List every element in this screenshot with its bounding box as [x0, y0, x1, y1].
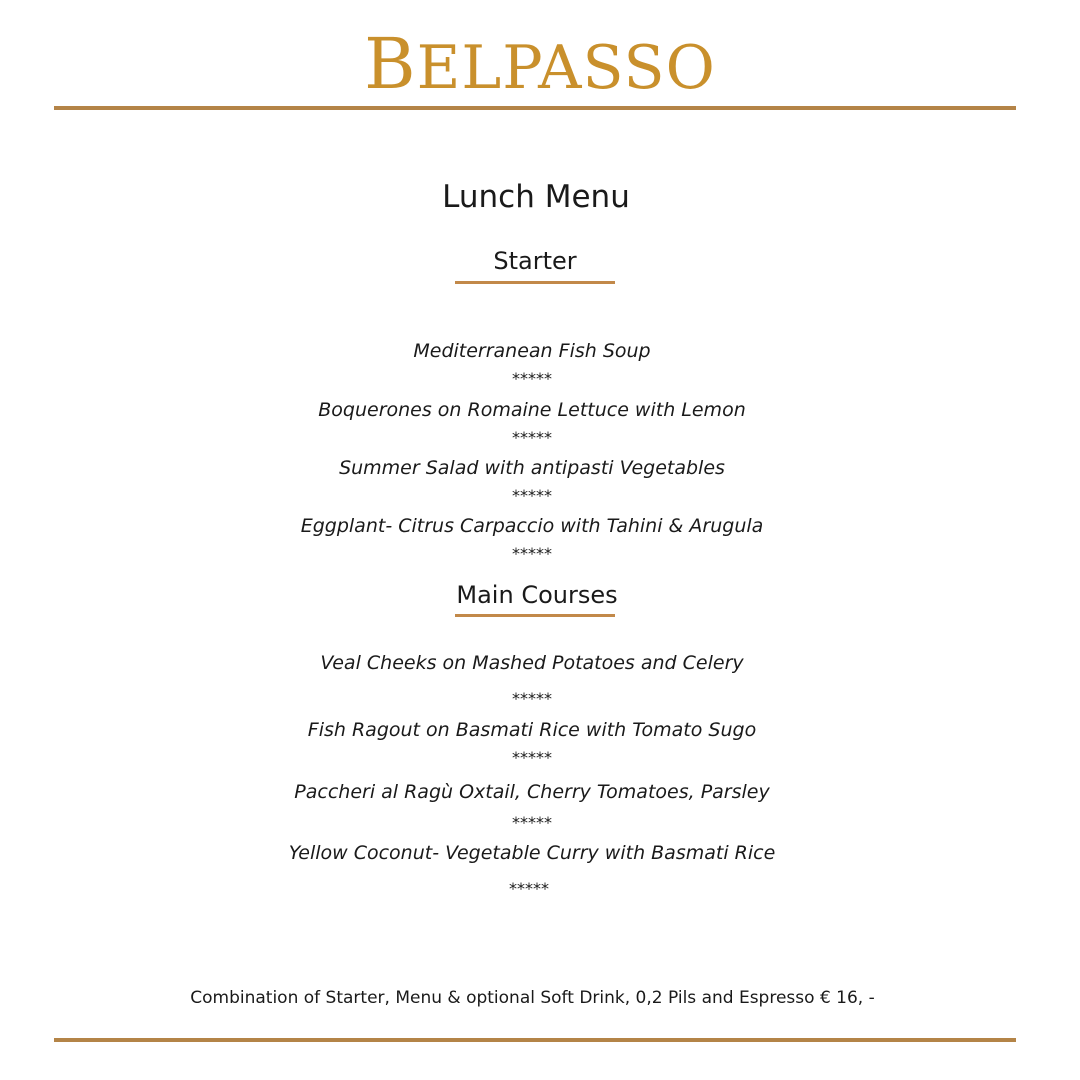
main-courses-heading: Main Courses [456, 581, 618, 609]
top-divider [54, 106, 1016, 110]
main-item-3: Paccheri al Ragù Oxtail, Cherry Tomatoes, Parsley [294, 781, 770, 803]
main-courses-underline [455, 614, 615, 617]
bottom-divider [54, 1038, 1016, 1042]
main-item-4: Yellow Coconut- Vegetable Curry with Basmati Rice [288, 842, 776, 864]
separator: ***** [512, 544, 552, 563]
combination-offer: Combination of Starter, Menu & optional Soft Drink, 0,2 Pils and Espresso € 16, - [190, 988, 875, 1008]
starter-item-1: Mediterranean Fish Soup [413, 340, 651, 362]
starter-item-3: Summer Salad with antipasti Vegetables [339, 457, 725, 479]
starter-underline [455, 281, 615, 284]
separator: ***** [512, 813, 552, 832]
separator: ***** [512, 428, 552, 447]
separator: ***** [509, 879, 549, 898]
starter-item-4: Eggplant- Citrus Carpaccio with Tahini & Arugula [300, 515, 764, 537]
starter-heading: Starter [493, 247, 577, 275]
separator: ***** [512, 369, 552, 388]
separator: ***** [512, 486, 552, 505]
belpasso-logo: BELPASSO [364, 23, 716, 105]
main-item-1: Veal Cheeks on Mashed Potatoes and Celery [320, 652, 744, 674]
starter-item-2: Boquerones on Romaine Lettuce with Lemon [318, 399, 746, 421]
menu-title: Lunch Menu [442, 179, 630, 215]
separator: ***** [512, 689, 552, 708]
separator: ***** [512, 748, 552, 767]
main-item-2: Fish Ragout on Basmati Rice with Tomato Sugo [307, 719, 757, 741]
